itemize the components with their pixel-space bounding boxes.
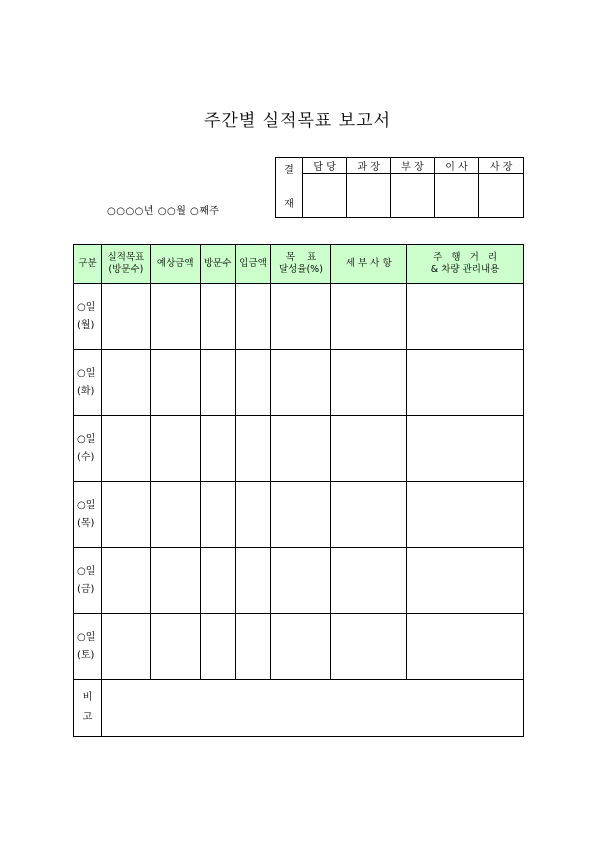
cell-target[interactable] — [101, 548, 150, 614]
cell-details[interactable] — [331, 614, 407, 680]
cell-visits[interactable] — [200, 350, 235, 416]
cell-target[interactable] — [101, 284, 150, 350]
cell-goal-rate[interactable] — [271, 614, 331, 680]
cell-expected-amount[interactable] — [150, 284, 200, 350]
header-expected-amount: 예상금액 — [150, 245, 200, 284]
header-target-line2: (방문수) — [108, 264, 144, 275]
cell-details[interactable] — [331, 350, 407, 416]
remark-label-line1: 비 — [82, 692, 93, 703]
remark-label — [74, 680, 102, 737]
approval-role-director: 이 사 — [434, 158, 479, 174]
cell-deposit[interactable] — [235, 350, 271, 416]
header-target-line1: 실적목표 — [107, 252, 145, 263]
cell-goal-rate[interactable] — [271, 284, 331, 350]
table-row — [74, 614, 524, 680]
header-row — [74, 245, 524, 284]
approval-label — [276, 158, 303, 218]
remark-label-line2: 고 — [82, 712, 93, 723]
table-row — [74, 482, 524, 548]
cell-goal-rate[interactable] — [271, 482, 331, 548]
cell-details[interactable] — [331, 416, 407, 482]
cell-expected-amount[interactable] — [150, 614, 200, 680]
cell-expected-amount[interactable] — [150, 416, 200, 482]
sign-cell-president[interactable] — [479, 174, 524, 218]
approval-box — [275, 157, 524, 218]
cell-visits[interactable] — [200, 548, 235, 614]
approval-label-bottom: 재 — [284, 198, 294, 210]
approval-role-staff: 담 당 — [302, 158, 347, 174]
cell-visits[interactable] — [200, 482, 235, 548]
day-label — [74, 548, 102, 614]
cell-visits[interactable] — [200, 284, 235, 350]
cell-target[interactable] — [101, 416, 150, 482]
report-period: ○○○○년 ○○월 ○째주 — [107, 206, 220, 217]
sign-cell-staff[interactable] — [302, 174, 347, 218]
weekly-report-table — [73, 244, 524, 737]
cell-details[interactable] — [331, 482, 407, 548]
day-label — [74, 350, 102, 416]
cell-mileage[interactable] — [407, 350, 524, 416]
cell-details[interactable] — [331, 548, 407, 614]
day-weekday: (수) — [77, 451, 95, 463]
page-title: 주간별 실적목표 보고서 — [203, 111, 392, 131]
approval-role-president: 사 장 — [479, 158, 524, 174]
cell-mileage[interactable] — [407, 416, 524, 482]
cell-mileage[interactable] — [407, 482, 524, 548]
approval-label-top: 결 — [284, 164, 294, 176]
day-label — [74, 614, 102, 680]
cell-goal-rate[interactable] — [271, 416, 331, 482]
day-label — [74, 284, 102, 350]
approval-role-section-chief: 과 장 — [347, 158, 391, 174]
remark-row — [74, 680, 524, 737]
day-date: ○일 — [77, 301, 96, 313]
cell-visits[interactable] — [200, 416, 235, 482]
cell-target[interactable] — [101, 614, 150, 680]
day-date: ○일 — [77, 433, 96, 445]
cell-target[interactable] — [101, 350, 150, 416]
day-weekday: (화) — [77, 385, 95, 397]
day-weekday: (목) — [77, 517, 95, 529]
day-weekday: (토) — [77, 649, 95, 661]
header-visits: 방문수 — [200, 245, 235, 284]
cell-expected-amount[interactable] — [150, 350, 200, 416]
cell-expected-amount[interactable] — [150, 548, 200, 614]
remark-content-cell[interactable] — [101, 680, 523, 737]
sign-cell-department-head[interactable] — [391, 174, 435, 218]
day-weekday: (금) — [77, 583, 95, 595]
approval-role-department-head: 부 장 — [391, 158, 435, 174]
cell-expected-amount[interactable] — [150, 482, 200, 548]
day-date: ○일 — [77, 565, 96, 577]
header-target — [101, 245, 150, 284]
sign-cell-director[interactable] — [434, 174, 479, 218]
header-mileage-line2: & 차량 관리내용 — [430, 264, 500, 275]
table-row — [74, 548, 524, 614]
cell-deposit[interactable] — [235, 416, 271, 482]
table-row — [74, 416, 524, 482]
header-goal-line1: 목 표 — [285, 252, 317, 263]
cell-deposit[interactable] — [235, 614, 271, 680]
day-date: ○일 — [77, 367, 96, 379]
table-row — [74, 284, 524, 350]
day-date: ○일 — [77, 631, 96, 643]
cell-mileage[interactable] — [407, 548, 524, 614]
cell-deposit[interactable] — [235, 482, 271, 548]
table-row — [74, 350, 524, 416]
header-deposit: 입금액 — [235, 245, 271, 284]
day-weekday: (월) — [77, 319, 95, 331]
day-label — [74, 482, 102, 548]
header-goal-line2: 달성율(%) — [278, 264, 323, 275]
cell-details[interactable] — [331, 284, 407, 350]
header-goal-rate — [271, 245, 331, 284]
cell-goal-rate[interactable] — [271, 548, 331, 614]
cell-visits[interactable] — [200, 614, 235, 680]
cell-goal-rate[interactable] — [271, 350, 331, 416]
cell-mileage[interactable] — [407, 284, 524, 350]
cell-target[interactable] — [101, 482, 150, 548]
sign-cell-section-chief[interactable] — [347, 174, 391, 218]
day-date: ○일 — [77, 499, 96, 511]
header-mileage-line1: 주 행 거 리 — [433, 252, 497, 263]
day-label — [74, 416, 102, 482]
cell-mileage[interactable] — [407, 614, 524, 680]
header-mileage — [407, 245, 524, 284]
header-category: 구분 — [74, 245, 102, 284]
cell-deposit[interactable] — [235, 548, 271, 614]
cell-deposit[interactable] — [235, 284, 271, 350]
header-details: 세 부 사 항 — [331, 245, 407, 284]
